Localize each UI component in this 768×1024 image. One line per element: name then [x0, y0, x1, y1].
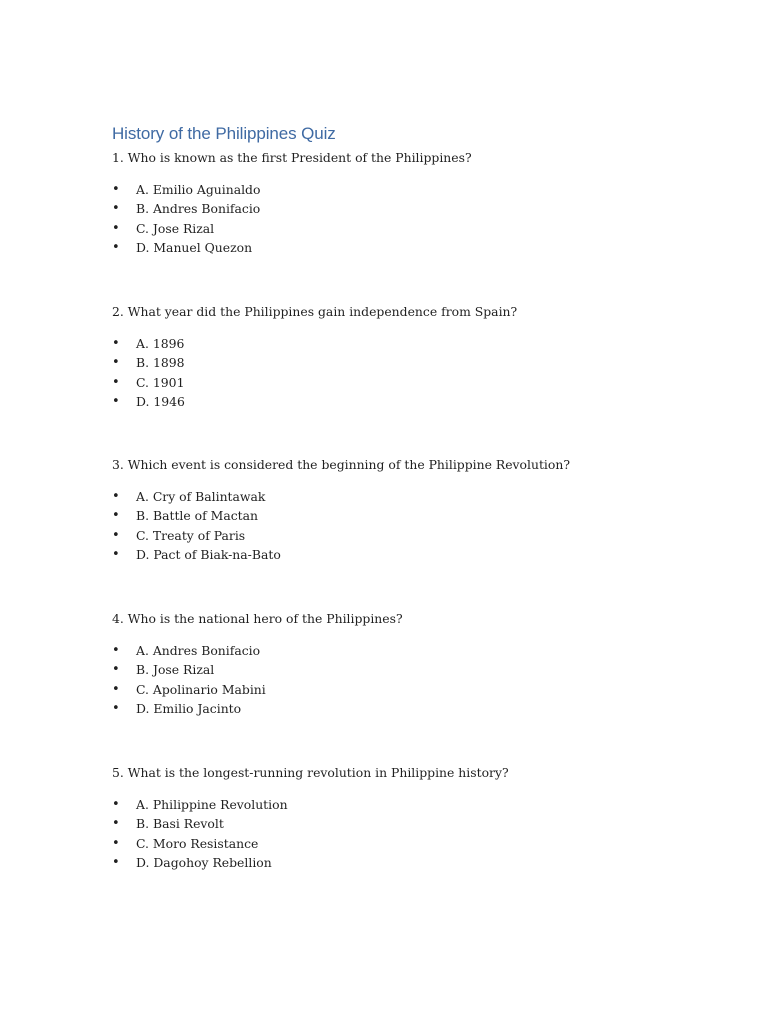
bullet-icon: • [112, 854, 120, 870]
option-text: A. 1896 [136, 336, 185, 351]
bullet-icon: • [112, 355, 120, 371]
bullet-icon: • [112, 239, 120, 255]
bullet-icon: • [112, 816, 120, 832]
option-text: D. Dagohoy Rebellion [136, 854, 272, 870]
option-text: B. Basi Revolt [136, 816, 224, 832]
bullet-icon: • [112, 681, 120, 697]
option-text: A. Cry of Balintawak [136, 489, 266, 504]
bullet-icon: • [112, 662, 120, 678]
question-2: 2. What year did the Philippines gain independence from Spain? [112, 304, 518, 319]
bullet-icon: • [112, 220, 120, 236]
option-text: D. Manuel Quezon [136, 239, 253, 255]
bullet-icon: • [112, 182, 120, 197]
bullet-icon: • [112, 643, 120, 658]
option-text: C. Apolinario Mabini [136, 681, 266, 697]
bullet-icon: • [112, 393, 120, 409]
bullet-icon: • [112, 527, 120, 543]
option-text: C. Jose Rizal [136, 220, 215, 236]
bullet-icon: • [112, 374, 120, 390]
option-text: B. Battle of Mactan [136, 508, 259, 524]
option-text: B. 1898 [136, 355, 185, 371]
question-4: 4. Who is the national hero of the Philippines? [112, 611, 403, 626]
option-text: B. Andres Bonifacio [136, 201, 261, 217]
option-text: C. 1901 [136, 374, 185, 390]
option-text: A. Philippine Revolution [136, 797, 288, 812]
bullet-icon: • [112, 508, 120, 524]
option-text: D. Emilio Jacinto [136, 700, 242, 716]
option-text: D. Pact of Biak-na-Bato [136, 546, 281, 562]
bullet-icon: • [112, 336, 120, 351]
bullet-icon: • [112, 489, 120, 504]
option-text: A. Emilio Aguinaldo [136, 182, 261, 197]
option-text: D. 1946 [136, 393, 185, 409]
bullet-icon: • [112, 835, 120, 851]
option-text: B. Jose Rizal [136, 662, 215, 678]
quiz-title: History of the Philippines Quiz [112, 124, 336, 143]
option-text: C. Treaty of Paris [136, 527, 246, 543]
bullet-icon: • [112, 700, 120, 716]
question-3: 3. Which event is considered the beginning of the Philippine Revolution? [112, 457, 570, 472]
option-text: A. Andres Bonifacio [136, 643, 261, 658]
bullet-icon: • [112, 797, 120, 812]
bullet-icon: • [112, 546, 120, 562]
question-5: 5. What is the longest-running revolution in Philippine history? [112, 765, 509, 780]
option-text: C. Moro Resistance [136, 835, 259, 851]
bullet-icon: • [112, 201, 120, 217]
question-1: 1. Who is known as the first President of the Philippines? [112, 150, 472, 165]
